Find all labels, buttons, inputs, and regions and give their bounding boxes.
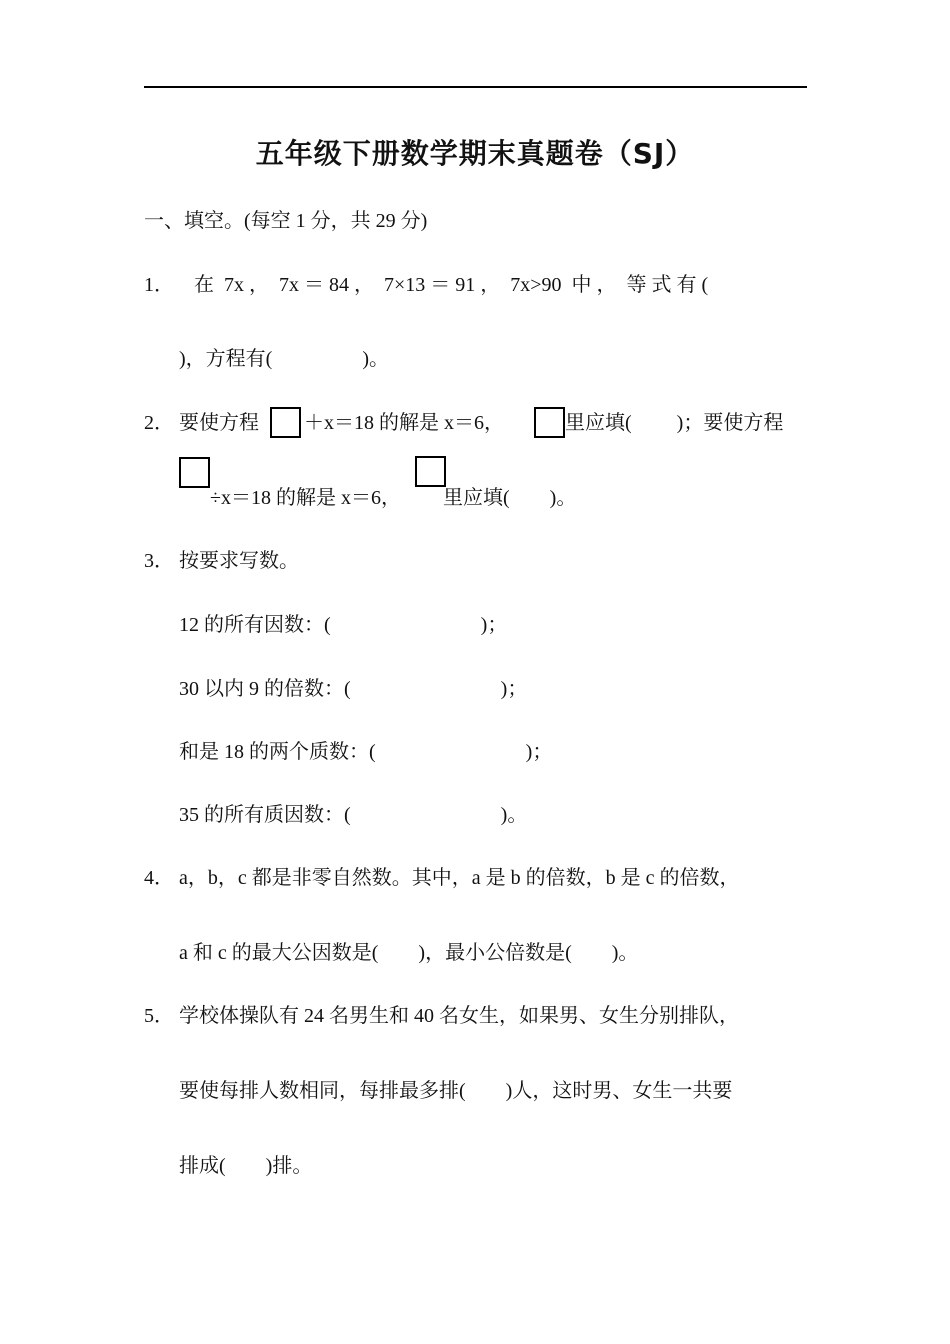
answer-box: [270, 407, 301, 438]
q3-item: 35 的所有质因数：( )。: [179, 804, 528, 826]
q2-line2-b: 里应填( )。: [443, 487, 577, 509]
q5-line2: 要使每排人数相同，每排最多排( )人，这时男、女生一共要: [179, 1080, 733, 1102]
q1-line1: 在 7x ， 7x ＝ 84 ， 7×13 ＝ 91 ， 7x>90 中 ， 等 式 有 (: [194, 274, 709, 296]
q2-line1-a: 要使方程: [179, 412, 259, 434]
q4-line2: a 和 c 的最大公因数是( )，最小公倍数是( )。: [179, 942, 639, 964]
header-rule: [144, 86, 807, 88]
question-number: 4．: [144, 867, 174, 889]
answer-box: [415, 456, 446, 487]
q3-item: 和是 18 的两个质数：( )；: [179, 741, 553, 763]
q2-line2-a: ÷x＝18 的解是 x＝6，: [210, 487, 401, 509]
question-number: 2．: [144, 412, 174, 434]
question-number: 3．: [144, 550, 174, 572]
q1-line2: )，方程有( )。: [179, 348, 389, 370]
q3-prompt: 按要求写数。: [179, 550, 299, 572]
q2-line1-b: ＋x＝18 的解是 x＝6，: [304, 412, 504, 434]
q3-item: 30 以内 9 的倍数：( )；: [179, 678, 528, 700]
q2-line1-c: 里应填( )；要使方程: [565, 412, 784, 434]
q4-line1: a，b，c 都是非零自然数。其中，a 是 b 的倍数，b 是 c 的倍数，: [179, 867, 740, 889]
question-number: 5．: [144, 1005, 174, 1027]
q3-item: 12 的所有因数：( )；: [179, 614, 508, 636]
answer-box: [534, 407, 565, 438]
answer-box: [179, 457, 210, 488]
q5-line1: 学校体操队有 24 名男生和 40 名女生，如果男、女生分别排队，: [179, 1005, 739, 1027]
section-heading: 一、填空。(每空 1 分，共 29 分): [144, 210, 428, 232]
q5-line3: 排成( )排。: [179, 1155, 313, 1177]
page-title: 五年级下册数学期末真题卷（SJ）: [255, 137, 695, 170]
question-number: 1．: [144, 274, 174, 296]
